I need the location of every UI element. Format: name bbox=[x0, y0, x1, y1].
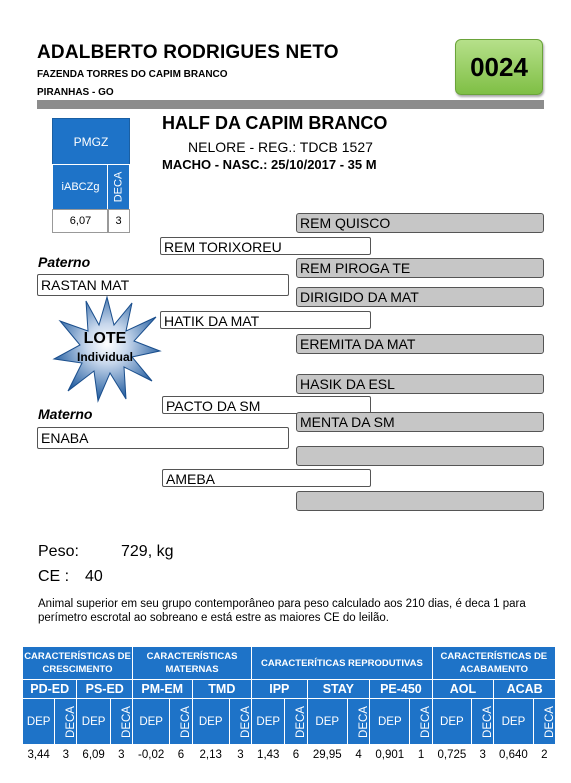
deca-header: DECA bbox=[229, 699, 251, 745]
owner-name: ADALBERTO RODRIGUES NETO bbox=[37, 42, 339, 63]
paterno-label: Paterno bbox=[38, 254, 91, 270]
trait-stay: STAY bbox=[307, 680, 370, 699]
dep-value-aol: 0,725 bbox=[432, 745, 471, 766]
pedigree-sire-dam: HATIK DA MAT bbox=[160, 311, 371, 329]
trait-acab: ACAB bbox=[494, 680, 556, 699]
pmgz-header: PMGZ bbox=[52, 118, 130, 166]
dep-header: DEP bbox=[370, 699, 410, 745]
dep-value-ps-ed: 6,09 bbox=[77, 745, 110, 766]
pedigree-ggp1: REM QUISCO bbox=[296, 213, 544, 233]
lot-number-badge: 0024 bbox=[455, 39, 543, 95]
ce-label: CE : bbox=[38, 568, 70, 585]
genetic-stats-table bbox=[22, 646, 556, 766]
deca-value-stay: 4 bbox=[347, 745, 369, 766]
dep-value-pm-em: -0,02 bbox=[133, 745, 170, 766]
pedigree-dam: ENABA bbox=[37, 427, 289, 449]
iabczg-header: iABCZg bbox=[52, 164, 109, 210]
lote-badge-subtitle: Individual bbox=[76, 350, 133, 364]
dep-header: DEP bbox=[252, 699, 285, 745]
animal-description: Animal superior em seu grupo contemporâneo para peso calculado aos 210 dias, é deca 1 para perímetro escrotal ao sobreano e está estre as maiores CE do leilão. bbox=[38, 598, 526, 624]
trait-ipp: IPP bbox=[252, 680, 307, 699]
farm-name: FAZENDA TORRES DO CAPIM BRANCO bbox=[37, 69, 228, 80]
pedigree-ggp8 bbox=[296, 491, 544, 511]
deca-header: DECA bbox=[170, 699, 192, 745]
dep-value-ipp: 1,43 bbox=[252, 745, 285, 766]
group-maternas: CARACTERÍSTICAS MATERNAS bbox=[133, 647, 252, 680]
deca-value-ps-ed: 3 bbox=[110, 745, 132, 766]
pedigree-dam-dam: AMEBA bbox=[162, 469, 371, 487]
dep-value-stay: 29,95 bbox=[307, 745, 347, 766]
animal-name: HALF DA CAPIM BRANCO bbox=[162, 113, 388, 133]
pedigree-ggp4: EREMITA DA MAT bbox=[296, 334, 544, 354]
deca-header: DECA bbox=[472, 699, 494, 745]
dep-value-acab: 0,640 bbox=[494, 745, 533, 766]
lote-badge-title: LOTE bbox=[83, 330, 127, 347]
dep-value-pe-450: 0,901 bbox=[370, 745, 410, 766]
pedigree-sire: RASTAN MAT bbox=[37, 274, 289, 296]
trait-pe-450: PE-450 bbox=[370, 680, 433, 699]
deca-value-pd-ed: 3 bbox=[55, 745, 77, 766]
dep-header: DEP bbox=[494, 699, 533, 745]
trait-tmd: TMD bbox=[192, 680, 252, 699]
peso-label: Peso: bbox=[38, 543, 79, 560]
pmgz-deca-label: DECA bbox=[112, 171, 125, 203]
group-acabamento: CARACTERÍSTICAS DE ACABAMENTO bbox=[432, 647, 555, 680]
pmgz-deca-value: 3 bbox=[107, 209, 130, 233]
header-divider bbox=[37, 100, 544, 109]
dep-header: DEP bbox=[77, 699, 110, 745]
dep-header: DEP bbox=[192, 699, 229, 745]
pedigree-sire-sire: REM TORIXOREU bbox=[160, 237, 371, 255]
ce-value: 40 bbox=[85, 568, 103, 585]
trait-aol: AOL bbox=[432, 680, 494, 699]
deca-header: DECA bbox=[55, 699, 77, 745]
deca-header: DECA bbox=[410, 699, 432, 745]
deca-value-acab: 2 bbox=[533, 745, 555, 766]
trait-ps-ed: PS-ED bbox=[77, 680, 133, 699]
dep-header: DEP bbox=[23, 699, 55, 745]
animal-sex-birth: MACHO - NASC.: 25/10/2017 - 35 M bbox=[162, 157, 377, 172]
deca-header: DECA bbox=[347, 699, 369, 745]
pedigree-ggp3: DIRIGIDO DA MAT bbox=[296, 287, 544, 307]
dep-header: DEP bbox=[133, 699, 170, 745]
deca-header: DECA bbox=[285, 699, 307, 745]
pedigree-ggp5: HASIK DA ESL bbox=[296, 374, 544, 394]
trait-pd-ed: PD-ED bbox=[23, 680, 77, 699]
deca-value-tmd: 3 bbox=[229, 745, 251, 766]
group-reprodutivas: CARACTERÍTICAS REPRODUTIVAS bbox=[252, 647, 433, 680]
city: PIRANHAS - GO bbox=[37, 87, 114, 98]
materno-label: Materno bbox=[38, 406, 93, 422]
pedigree-ggp2: REM PIROGA TE bbox=[296, 258, 544, 278]
deca-value-pe-450: 1 bbox=[410, 745, 432, 766]
deca-value-pm-em: 6 bbox=[170, 745, 192, 766]
pmgz-deca-header bbox=[107, 164, 130, 210]
trait-pm-em: PM-EM bbox=[133, 680, 193, 699]
dep-value-pd-ed: 3,44 bbox=[23, 745, 55, 766]
pedigree-ggp6: MENTA DA SM bbox=[296, 412, 544, 432]
pedigree-dam-sire: PACTO DA SM bbox=[162, 396, 371, 414]
deca-header: DECA bbox=[533, 699, 555, 745]
peso-value: 729, kg bbox=[121, 543, 174, 560]
deca-value-aol: 3 bbox=[472, 745, 494, 766]
iabczg-value: 6,07 bbox=[52, 209, 109, 233]
pedigree-ggp7 bbox=[296, 446, 544, 466]
deca-header: DECA bbox=[110, 699, 132, 745]
dep-header: DEP bbox=[307, 699, 347, 745]
dep-value-tmd: 2,13 bbox=[192, 745, 229, 766]
group-crescimento: CARACTERÍSTICAS DE CRESCIMENTO bbox=[23, 647, 133, 680]
animal-breed-reg: NELORE - REG.: TDCB 1527 bbox=[188, 139, 373, 155]
dep-header: DEP bbox=[432, 699, 471, 745]
deca-value-ipp: 6 bbox=[285, 745, 307, 766]
